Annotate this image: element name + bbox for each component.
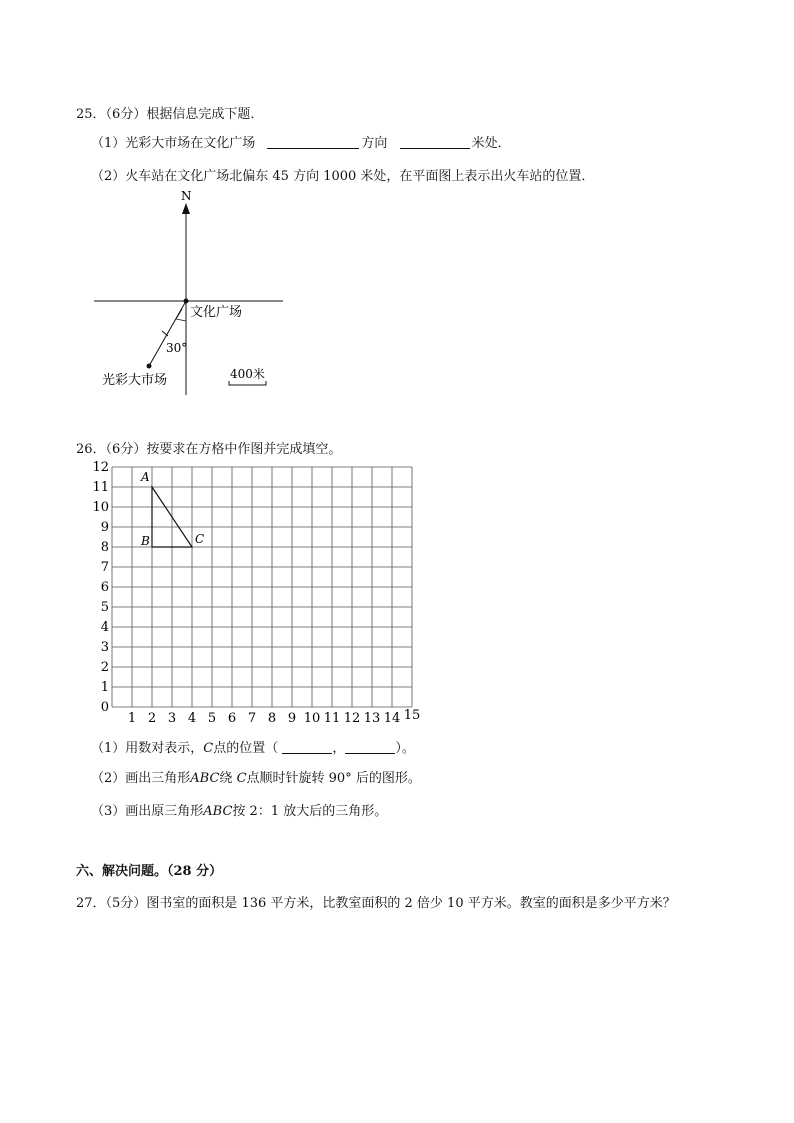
x-tick-label: 7 bbox=[247, 711, 257, 726]
q26-part3-text-b: 按 2：1 放大后的三角形。 bbox=[232, 804, 388, 819]
culture-square-label: 文化广场 bbox=[190, 305, 243, 320]
x-tick-label: 11 bbox=[323, 711, 341, 726]
q26-part1-text-a: （1）用数对表示， bbox=[91, 741, 204, 756]
vertex-b-label: B bbox=[141, 534, 150, 548]
q26-part2 bbox=[91, 767, 421, 786]
x-tick-label: 6 bbox=[227, 711, 237, 726]
q25-part2: （2）火车站在文化广场北偏东 45 方向 1000 米处，在平面图上表示出火车站的位置． bbox=[91, 169, 595, 184]
q25-part1-text-b: 方向 bbox=[361, 136, 388, 151]
angle-label: 30° bbox=[166, 341, 188, 355]
vertex-a-label: A bbox=[141, 470, 150, 484]
q26-part1-end: ）。 bbox=[395, 741, 415, 756]
y-tick-label: 9 bbox=[100, 520, 109, 535]
x-tick-label: 14 bbox=[383, 711, 401, 726]
q26-part1-text-b: 点的位置（ bbox=[213, 741, 279, 756]
q26-part3-text-a: （3）画出原三角形 bbox=[91, 804, 204, 819]
x-tick-label: 1 bbox=[127, 711, 137, 726]
scale-label: 400米 bbox=[230, 367, 265, 381]
q26-part3-abc: ABC bbox=[203, 804, 233, 819]
x-tick-label: 12 bbox=[343, 711, 361, 726]
x-tick-label: 5 bbox=[207, 711, 217, 726]
x-tick-label: 2 bbox=[147, 711, 157, 726]
y-axis-labels bbox=[92, 460, 109, 715]
y-tick-label: 8 bbox=[100, 540, 109, 555]
section-6-title: 六、解决问题。（28 分） bbox=[76, 864, 223, 879]
q25-part1-text-c: 米处． bbox=[471, 136, 511, 151]
q26-header: 26．（6分）按要求在方格中作图并完成填空。 bbox=[76, 442, 342, 457]
q25-part1-text-a: （1）光彩大市场在文化广场 bbox=[91, 136, 256, 151]
y-tick-label: 4 bbox=[100, 620, 109, 635]
y-tick-label: 5 bbox=[100, 600, 109, 615]
y-tick-label: 2 bbox=[100, 660, 109, 675]
q26-part2-text-b: 绕 bbox=[219, 771, 233, 786]
q26-part2-text-a: （2）画出三角形 bbox=[91, 771, 191, 786]
x-tick-label: 4 bbox=[187, 711, 197, 726]
q25-header: 25．（6分）根据信息完成下题． bbox=[76, 107, 264, 122]
q26-part2-text-d: 点顺时针旋转 90° 后的图形。 bbox=[246, 771, 421, 786]
q26-part3 bbox=[91, 800, 387, 819]
q26-part1-comma: ， bbox=[332, 741, 346, 756]
x-axis-labels bbox=[128, 708, 420, 726]
y-tick-label: 10 bbox=[92, 500, 109, 515]
q26-part1-c: C bbox=[203, 741, 214, 756]
x-tick-label: 3 bbox=[167, 711, 177, 726]
x-tick-label: 15 bbox=[403, 708, 421, 723]
y-tick-label: 11 bbox=[92, 480, 109, 495]
x-tick-label: 10 bbox=[303, 711, 321, 726]
y-tick-label: 12 bbox=[92, 460, 109, 475]
q26-part2-c: C bbox=[236, 771, 247, 786]
y-tick-label: 0 bbox=[100, 700, 109, 715]
pair-y-blank[interactable] bbox=[345, 739, 395, 754]
x-tick-label: 9 bbox=[287, 711, 297, 726]
grid-lines bbox=[112, 467, 412, 707]
north-label: N bbox=[181, 189, 192, 203]
y-tick-label: 7 bbox=[100, 560, 109, 575]
x-tick-label: 13 bbox=[363, 711, 381, 726]
y-tick-label: 6 bbox=[100, 580, 109, 595]
market-label: 光彩大市场 bbox=[102, 373, 168, 388]
vertex-c-label: C bbox=[195, 532, 205, 546]
y-tick-label: 3 bbox=[100, 640, 109, 655]
q26-part1 bbox=[91, 737, 415, 756]
q26-part2-abc: ABC bbox=[190, 771, 220, 786]
y-tick-label: 1 bbox=[100, 680, 109, 695]
pair-x-blank[interactable] bbox=[282, 739, 332, 754]
x-tick-label: 8 bbox=[267, 711, 277, 726]
q27-text: 27．（5分）图书室的面积是 136 平方米，比教室面积的 2 倍少 10 平方米。教室的面积是多少平方米？ bbox=[76, 896, 676, 911]
